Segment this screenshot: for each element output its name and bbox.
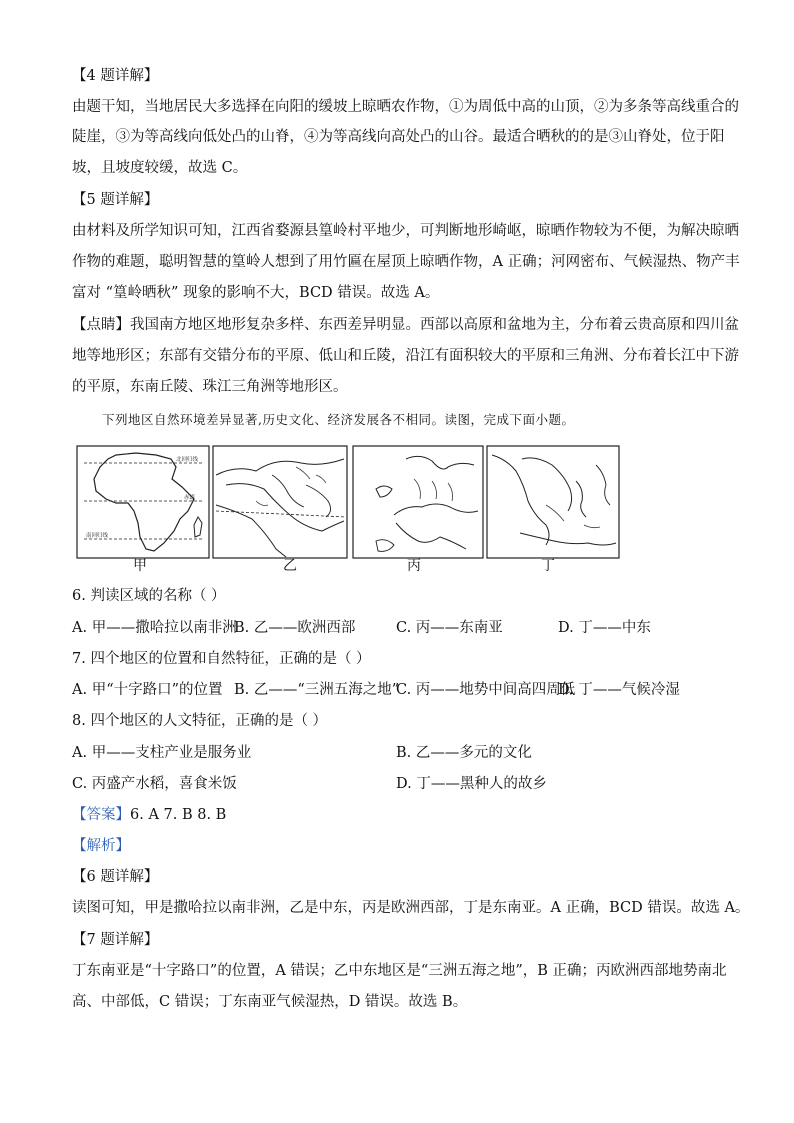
tips-line-2: 地等地形区；东部有交错分布的平原、低山和丘陵，沿江有面积较大的平原和三角洲、分布着长江中下游 [72,348,739,364]
regional-maps-figure [76,445,620,560]
tips-line-3: 的平原，东南丘陵、珠江三角洲等地形区。 [72,379,348,395]
map-label-bing: 丙 [407,558,421,574]
equator-label: 赤道 [184,495,196,501]
tropic-of-cancer-label: 北回归线 [176,457,199,463]
q7-stem: 7. 四个地区的位置和自然特征，正确的是（ ） [72,651,371,667]
answer-heading: 【答案】 [72,807,130,823]
tropic-of-capricorn-label: 南回归线 [86,533,109,539]
section7-line-1: 丁东南亚是“十字路口”的位置，A 错误；乙中东地区是“三洲五海之地”，B 正确；丙欧洲西部地势南北 [72,963,727,979]
analysis-heading: 【解析】 [72,838,130,854]
question-intro: 下列地区自然环境差异显著,历史文化、经济发展各不相同。读图，完成下面小题。 [102,412,575,427]
q8-option-d: D. 丁——黑种人的故乡 [396,776,547,792]
q6-option-c: C. 丙——东南亚 [396,620,503,636]
q8-option-a: A. 甲——支柱产业是服务业 [72,745,252,761]
map-label-yi: 乙 [283,558,297,574]
q8-option-c: C. 丙盛产水稻，喜食米饭 [72,776,237,792]
q7-option-a: A. 甲“十字路口”的位置 [72,682,223,698]
q6-option-b: B. 乙——欧洲西部 [234,620,356,636]
answer-line [72,805,226,825]
tips-line-1 [72,315,739,335]
q8-stem: 8. 四个地区的人文特征，正确的是（ ） [72,713,328,729]
section4-line-1: 由题干知，当地居民大多选择在向阳的缓坡上晾晒农作物，①为周低中高的山顶，②为多条等高线重合的 [72,99,739,115]
section5-line-1: 由材料及所学知识可知，江西省婺源县篁岭村平地少，可判断地形崎岖，晾晒作物较为不便，为解决晾晒 [72,223,739,239]
section4-line-2: 陡崖，③为等高线向低处凸的山脊，④为等高线向高处凸的山谷。最适合晒秋的的是③山脊处，位于阳 [72,129,725,145]
q7-option-c: C. 丙——地势中间高四周低 [396,682,576,698]
map-africa [77,446,209,558]
q6-option-a: A. 甲——撒哈拉以南非洲 [72,620,237,636]
map-western-europe [353,446,483,558]
section4-line-3: 坡，且坡度较缓，故选 C。 [72,160,248,176]
section7-heading: 【7 题详解】 [72,932,159,948]
q7-option-b: B. 乙——“三洲五海之地” [234,682,400,698]
section4-heading: 【4 题详解】 [72,68,159,84]
answer-text: 6. A 7. B 8. B [130,807,227,823]
q8-option-b: B. 乙——多元的文化 [396,745,532,761]
section5-line-3: 富对 “篁岭晒秋” 现象的影响不大，BCD 错误。故选 A。 [72,285,440,301]
map-label-ding: 丁 [541,558,555,574]
section5-heading: 【5 题详解】 [72,192,159,208]
section6-heading: 【6 题详解】 [72,869,159,885]
section5-line-2: 作物的难题，聪明智慧的篁岭人想到了用竹匾在屋顶上晾晒作物，A 正确；河网密布、气候湿热、物产丰 [72,254,740,270]
map-label-jia: 甲 [133,558,147,574]
section7-line-2: 高、中部低，C 错误；丁东南亚气候湿热，D 错误。故选 B。 [72,994,468,1010]
section6-line-1: 读图可知，甲是撒哈拉以南非洲，乙是中东，丙是欧洲西部，丁是东南亚。A 正确，BCD 错误。故选 A。 [72,900,750,916]
tips-text-1: 我国南方地区地形复杂多样、东西差异明显。西部以高原和盆地为主，分布着云贵高原和四川盆 [130,317,739,333]
map-southeast-asia [487,446,619,558]
tips-heading: 【点睛】 [72,317,130,333]
q6-stem: 6. 判读区域的名称（ ） [72,588,226,604]
map-middle-east [213,446,347,558]
q6-option-d: D. 丁——中东 [558,620,651,636]
q7-option-d: D. 丁——气候冷湿 [558,682,680,698]
